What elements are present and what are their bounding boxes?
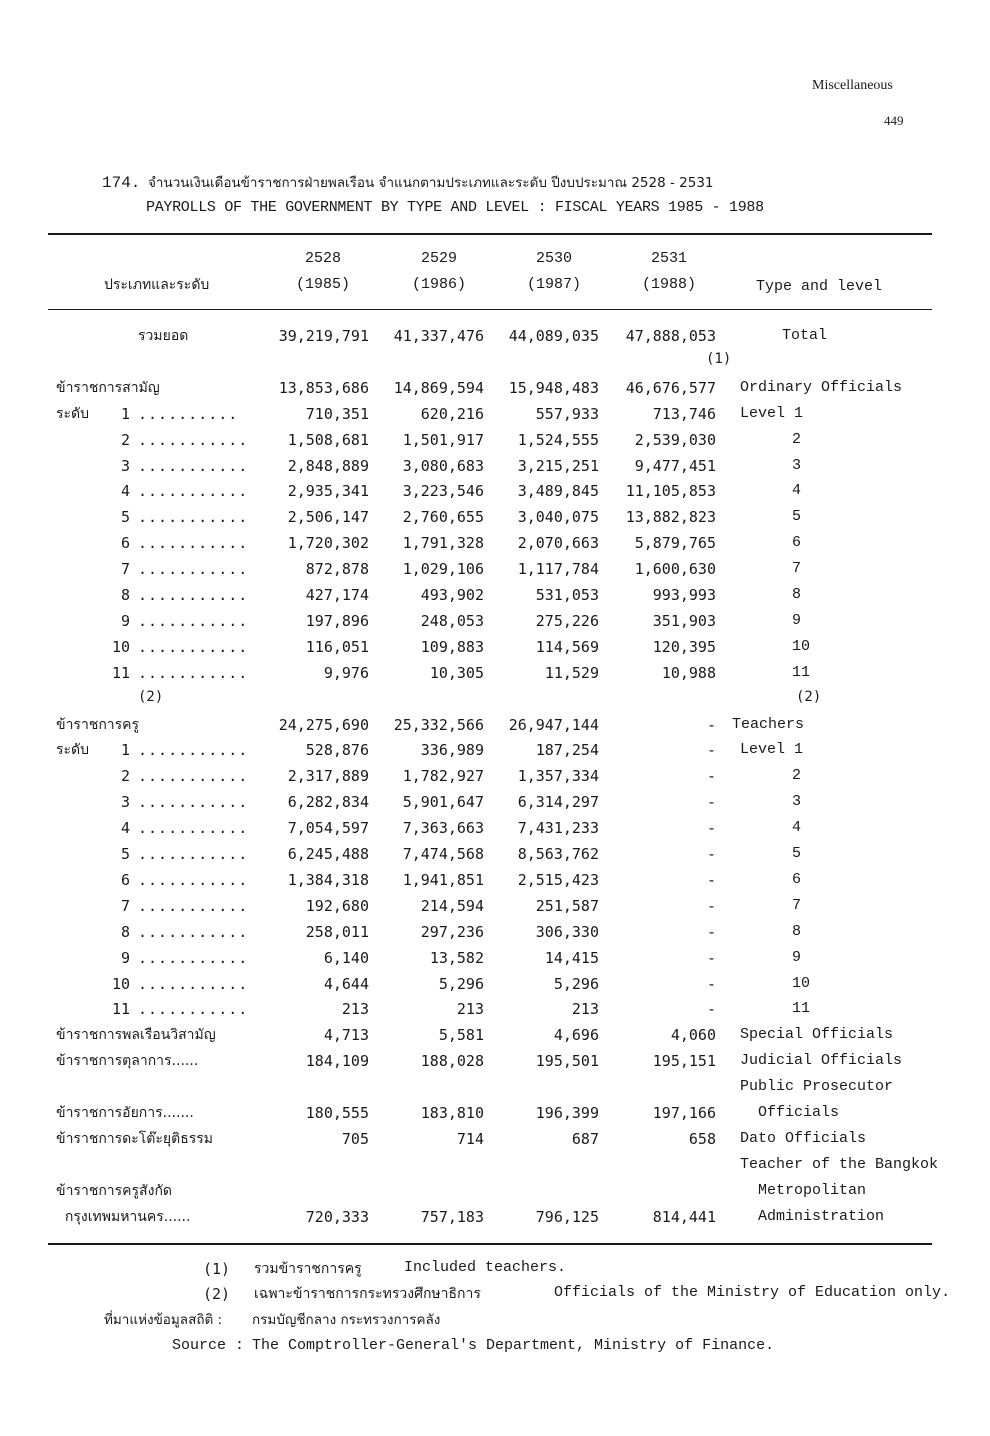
- row-label-thai: กรุงเทพมหานคร......: [56, 1208, 191, 1225]
- table-cell-value: 2,760,655: [402, 508, 484, 527]
- table-cell-value: -: [706, 741, 716, 760]
- table-cell-value: 3,080,683: [402, 456, 484, 475]
- page-number: 449: [884, 113, 904, 128]
- table-cell-value: 5,901,647: [402, 793, 484, 812]
- leader-dots: ...........: [138, 430, 249, 449]
- table-cell-value: 757,183: [420, 1207, 484, 1226]
- level-number: 8: [120, 922, 130, 941]
- table-cell-value: 26,947,144: [508, 715, 599, 734]
- table-cell-value: -: [706, 767, 716, 786]
- table-cell-value: 427,174: [305, 586, 369, 604]
- row-label-english: 4: [792, 819, 802, 837]
- level-number: 6: [120, 870, 130, 889]
- table-cell-value: 2,506,147: [287, 508, 369, 527]
- row-label-english: Teachers: [732, 715, 805, 733]
- leader-dots: ...........: [138, 663, 249, 682]
- table-cell-value: 213: [571, 1000, 599, 1019]
- table-cell-value: 214,594: [420, 896, 484, 915]
- table-cell-value: 24,275,690: [278, 715, 369, 734]
- table-cell-value: 7,363,663: [402, 819, 484, 838]
- table-cell-value: -: [706, 845, 716, 863]
- table-cell-value: 336,989: [420, 741, 484, 760]
- leader-dots: ...........: [138, 534, 249, 553]
- table-cell-value: 5,296: [438, 974, 484, 993]
- row-label-english: 3: [792, 456, 802, 474]
- table-cell-value: -: [706, 974, 716, 993]
- table-cell-value: 4,696: [553, 1026, 599, 1045]
- table-cell-value: 2,935,341: [287, 482, 369, 501]
- table-cell-value: 2,515,423: [517, 870, 599, 889]
- table-cell-value: 2,317,889: [287, 767, 369, 786]
- table-cell-value: 2,848,889: [287, 456, 369, 475]
- table-cell-value: 796,125: [535, 1207, 599, 1226]
- table-cell-value: 192,680: [305, 896, 369, 915]
- table-cell-value: 13,853,686: [278, 378, 369, 397]
- table-cell-value: -: [706, 715, 716, 734]
- level-number: 5: [120, 508, 130, 527]
- table-cell-value: 13,582: [429, 948, 484, 967]
- table-cell-value: 705: [341, 1129, 369, 1148]
- table-cell-value: 15,948,483: [508, 378, 599, 397]
- row-label-english: Dato Officials: [740, 1129, 867, 1147]
- level-number: 11: [111, 663, 130, 682]
- row-label-thai: ข้าราชการตุลาการ......: [56, 1053, 199, 1070]
- leader-dots: ...........: [138, 741, 249, 760]
- level-number: 7: [120, 560, 130, 579]
- table-cell-value: 248,053: [420, 611, 484, 630]
- table-cell-value: 5,296: [553, 974, 599, 993]
- source-english-label: Source :: [172, 1337, 245, 1354]
- row-label-english: 2: [792, 767, 802, 785]
- table-cell-value: 1,782,927: [402, 767, 484, 786]
- table-cell-value: 8,563,762: [517, 845, 599, 863]
- table-cell-value: 14,415: [544, 948, 599, 967]
- table-cell-value: 351,903: [652, 611, 716, 630]
- table-cell-value: 5,581: [438, 1026, 484, 1045]
- leader-dots: ...........: [138, 767, 249, 786]
- table-cell-value: 47,888,053: [625, 327, 716, 345]
- table-cell-value: 5,879,765: [634, 534, 716, 553]
- table-cell-value: 1,501,917: [402, 430, 484, 449]
- table-cell-value: -: [706, 948, 716, 967]
- header-year-be: 2528: [304, 250, 341, 267]
- table-cell-value: 1,600,630: [634, 560, 716, 579]
- table-cell-value: 13,882,823: [625, 508, 716, 527]
- row-label-english: 7: [792, 560, 802, 578]
- footnote-ref: (2): [796, 688, 822, 705]
- leader-dots: ...........: [138, 870, 249, 889]
- table-cell-value: 993,993: [652, 586, 716, 604]
- header-year-ad: (1988): [641, 276, 696, 293]
- table-cell-value: 557,933: [535, 404, 599, 423]
- table-cell-value: 39,219,791: [278, 327, 369, 345]
- leader-dots: ...........: [138, 1000, 249, 1019]
- level-number: 5: [120, 845, 130, 863]
- row-label-english: 3: [792, 793, 802, 811]
- level-number: 6: [120, 534, 130, 553]
- table-cell-value: 6,140: [323, 948, 369, 967]
- table-cell-value: 2,070,663: [517, 534, 599, 553]
- table-cell-value: 713,746: [652, 404, 716, 423]
- title-english: PAYROLLS OF THE GOVERNMENT BY TYPE AND LEVEL : FISCAL YEARS 1985 - 1988: [146, 199, 764, 216]
- row-label-english: 10: [792, 974, 811, 992]
- level-label-thai: ระดับ: [56, 405, 90, 422]
- table-cell-value: 1,791,328: [402, 534, 484, 553]
- table-cell-value: 116,051: [305, 637, 369, 656]
- leader-dots: ...........: [138, 508, 249, 527]
- leader-dots: ...........: [138, 819, 249, 838]
- footnote-mark: (1): [203, 1260, 231, 1278]
- table-cell-value: 872,878: [305, 560, 369, 579]
- table-cell-value: 3,040,075: [517, 508, 599, 527]
- table-cell-value: 46,676,577: [625, 378, 716, 397]
- level-number: 4: [120, 819, 130, 838]
- table-cell-value: 1,357,334: [517, 767, 599, 786]
- table-cell-value: 109,883: [420, 637, 484, 656]
- row-label-english: 8: [792, 586, 802, 603]
- header-year-be: 2529: [420, 250, 457, 267]
- leader-dots: ...........: [138, 974, 249, 993]
- row-label-english: Teacher of the Bangkok: [740, 1155, 939, 1173]
- table-cell-value: 720,333: [305, 1207, 369, 1226]
- table-top-rule: [48, 233, 932, 235]
- table-cell-value: -: [706, 896, 716, 915]
- header-type-level-thai: ประเภทและระดับ: [104, 277, 210, 293]
- level-number: 3: [120, 793, 130, 812]
- row-label-english: Level 1: [740, 741, 804, 759]
- table-cell-value: 4,713: [323, 1026, 369, 1045]
- footnote-thai: รวมข้าราชการครู: [254, 1261, 362, 1277]
- header-type-level-english: Type and level: [756, 278, 883, 295]
- table-cell-value: 196,399: [535, 1104, 599, 1122]
- table-cell-value: 10,305: [429, 663, 484, 682]
- header-year-be: 2531: [650, 250, 687, 267]
- leader-dots: ...........: [138, 482, 249, 501]
- table-cell-value: 25,332,566: [393, 715, 484, 734]
- table-number: 174.: [102, 174, 141, 192]
- table-cell-value: 687: [571, 1129, 599, 1148]
- row-label-english: 11: [792, 1000, 811, 1018]
- table-cell-value: 187,254: [535, 741, 599, 760]
- leader-dots: ...........: [138, 611, 249, 630]
- leader-dots: ..........: [138, 404, 239, 423]
- table-cell-value: 1,941,851: [402, 870, 484, 889]
- table-cell-value: 7,474,568: [402, 845, 484, 863]
- source-english: The Comptroller-General's Department, Ministry of Finance.: [252, 1337, 775, 1354]
- table-cell-value: 195,151: [652, 1052, 716, 1071]
- footnote-mark: (2): [203, 1285, 231, 1303]
- header-year-ad: (1986): [411, 276, 466, 293]
- table-cell-value: 14,869,594: [393, 378, 484, 397]
- row-label-english: 5: [792, 508, 802, 526]
- level-number: 3: [120, 456, 130, 475]
- table-cell-value: 1,720,302: [287, 534, 369, 553]
- row-label-english: 9: [792, 948, 802, 966]
- leader-dots: ...........: [138, 637, 249, 656]
- row-label-thai: ข้าราชการอัยการ.......: [56, 1105, 194, 1121]
- header-year-be: 2530: [535, 250, 572, 267]
- level-number: 1: [120, 404, 130, 423]
- level-number: 1: [120, 741, 130, 760]
- level-number: 9: [120, 611, 130, 630]
- row-label-english: Level 1: [740, 404, 804, 422]
- row-label-english: 6: [792, 534, 802, 552]
- table-cell-value: 183,810: [420, 1104, 484, 1122]
- header-year-ad: (1985): [295, 276, 350, 293]
- row-label-english: 7: [792, 896, 802, 914]
- leader-dots: ...........: [138, 560, 249, 579]
- table-cell-value: 197,166: [652, 1104, 716, 1122]
- table-cell-value: 493,902: [420, 586, 484, 604]
- table-cell-value: 10,988: [661, 663, 716, 682]
- row-label-thai: ข้าราชการสามัญ: [56, 379, 160, 396]
- title-thai: จำนวนเงินเดือนข้าราชการฝ่ายพลเรือน จำแนกตามประเภทและระดับ ปีงบประมาณ 2528 - 2531: [148, 175, 714, 191]
- section-label: Miscellaneous: [812, 78, 893, 93]
- table-cell-value: 1,508,681: [287, 430, 369, 449]
- leader-dots: ...........: [138, 896, 249, 915]
- footnote-english: Officials of the Ministry of Education only.: [554, 1284, 951, 1301]
- row-label-english: Officials: [740, 1104, 840, 1121]
- level-number: 11: [111, 1000, 130, 1019]
- table-cell-value: 11,529: [544, 663, 599, 682]
- table-cell-value: 9,976: [323, 663, 369, 682]
- level-number: 2: [120, 767, 130, 786]
- row-label-english: Special Officials: [740, 1026, 894, 1044]
- row-label-thai: ข้าราชการครูสังกัด: [56, 1182, 173, 1199]
- table-cell-value: 1,117,784: [517, 560, 599, 579]
- table-cell-value: 3,215,251: [517, 456, 599, 475]
- table-cell-value: 9,477,451: [634, 456, 716, 475]
- footnote-thai: เฉพาะข้าราชการกระทรวงศึกษาธิการ: [254, 1286, 481, 1302]
- level-number: 10: [111, 637, 130, 656]
- table-bottom-rule: [48, 1243, 932, 1245]
- table-cell-value: -: [706, 870, 716, 889]
- source-thai-label: ที่มาแห่งข้อมูลสถิติ :: [104, 1312, 223, 1328]
- table-cell-value: 275,226: [535, 611, 599, 630]
- level-number: 7: [120, 896, 130, 915]
- table-cell-value: 1,524,555: [517, 430, 599, 449]
- table-cell-value: 1,384,318: [287, 870, 369, 889]
- level-number: 10: [111, 974, 130, 993]
- row-label-thai: ข้าราชการดะโต๊ะยุติธรรม: [56, 1130, 214, 1147]
- header-rule: [48, 309, 932, 310]
- table-cell-value: 114,569: [535, 637, 599, 656]
- footnote-english: Included teachers.: [404, 1259, 567, 1276]
- leader-dots: ...........: [138, 948, 249, 967]
- table-cell-value: 1,029,106: [402, 560, 484, 579]
- table-cell-value: 197,896: [305, 611, 369, 630]
- table-cell-value: 306,330: [535, 922, 599, 941]
- row-label-english: 9: [792, 611, 802, 629]
- row-label-english: 4: [792, 482, 802, 500]
- table-cell-value: 6,282,834: [287, 793, 369, 812]
- row-label-english: 6: [792, 870, 802, 888]
- table-cell-value: -: [706, 819, 716, 838]
- row-label-english: Judicial Officials: [740, 1052, 903, 1070]
- table-cell-value: 3,223,546: [402, 482, 484, 501]
- leader-dots: ...........: [138, 586, 249, 604]
- row-label-english: Ordinary Officials: [740, 378, 903, 396]
- table-cell-value: -: [706, 1000, 716, 1019]
- row-label-english: 10: [792, 637, 811, 655]
- table-cell-value: 213: [341, 1000, 369, 1019]
- table-cell-value: 297,236: [420, 922, 484, 941]
- row-label-english: 11: [792, 663, 811, 681]
- table-cell-value: 7,054,597: [287, 819, 369, 838]
- table-cell-value: 258,011: [305, 922, 369, 941]
- row-label-english: 5: [792, 845, 802, 862]
- total-label-thai: รวมยอด: [138, 328, 189, 344]
- table-cell-value: 11,105,853: [625, 482, 716, 501]
- table-cell-value: 620,216: [420, 404, 484, 423]
- table-cell-value: 7,431,233: [517, 819, 599, 838]
- table-cell-value: 4,060: [670, 1026, 716, 1045]
- table-cell-value: 44,089,035: [508, 327, 599, 345]
- table-cell-value: 710,351: [305, 404, 369, 423]
- leader-dots: ...........: [138, 456, 249, 475]
- leader-dots: ...........: [138, 922, 249, 941]
- table-cell-value: 251,587: [535, 896, 599, 915]
- table-cell-value: 814,441: [652, 1207, 716, 1226]
- leader-dots: ...........: [138, 793, 249, 812]
- row-label-thai: ข้าราชการครู: [56, 716, 140, 733]
- level-number: 9: [120, 948, 130, 967]
- footnote-ref: (2): [138, 688, 164, 705]
- table-cell-value: -: [706, 793, 716, 812]
- row-label-english: Administration: [740, 1207, 885, 1225]
- header-year-ad: (1987): [526, 276, 581, 293]
- table-cell-value: -: [706, 922, 716, 941]
- table-cell-value: 531,053: [535, 586, 599, 604]
- table-cell-value: 658: [688, 1129, 716, 1148]
- table-cell-value: 528,876: [305, 741, 369, 760]
- row-label-english: 2: [792, 430, 802, 448]
- row-label-english: Public Prosecutor: [740, 1078, 894, 1096]
- table-cell-value: 41,337,476: [393, 327, 484, 345]
- table-cell-value: 188,028: [420, 1052, 484, 1071]
- table-cell-value: 6,314,297: [517, 793, 599, 812]
- source-thai: กรมบัญชีกลาง กระทรวงการคลัง: [252, 1312, 441, 1328]
- footnote-ref: (1): [706, 350, 732, 367]
- table-cell-value: 3,489,845: [517, 482, 599, 501]
- level-number: 2: [120, 430, 130, 449]
- level-number: 4: [120, 482, 130, 501]
- level-label-thai: ระดับ: [56, 742, 90, 759]
- leader-dots: ...........: [138, 845, 249, 863]
- table-cell-value: 180,555: [305, 1104, 369, 1122]
- table-cell-value: 184,109: [305, 1052, 369, 1071]
- table-cell-value: 2,539,030: [634, 430, 716, 449]
- total-label-english: Total: [782, 327, 828, 344]
- row-label-english: 8: [792, 922, 802, 940]
- row-label-thai: ข้าราชการพลเรือนวิสามัญ: [56, 1027, 216, 1044]
- table-cell-value: 213: [456, 1000, 484, 1019]
- table-cell-value: 6,245,488: [287, 845, 369, 863]
- table-cell-value: 714: [456, 1129, 484, 1148]
- table-cell-value: 195,501: [535, 1052, 599, 1071]
- table-cell-value: 4,644: [323, 974, 369, 993]
- level-number: 8: [120, 586, 130, 604]
- table-cell-value: 120,395: [652, 637, 716, 656]
- row-label-english: Metropolitan: [740, 1181, 867, 1199]
